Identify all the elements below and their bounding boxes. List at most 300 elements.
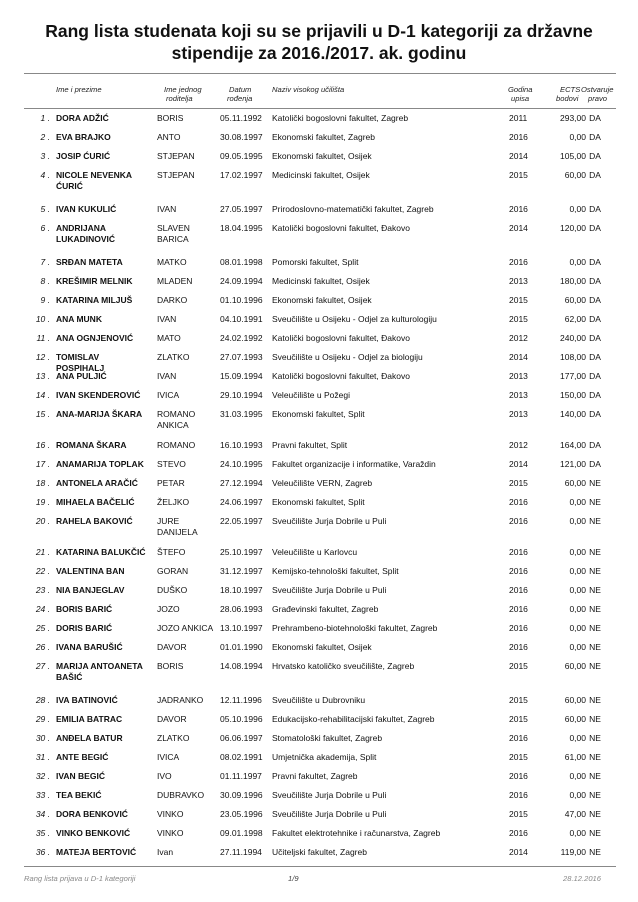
cell-father: PETAR bbox=[157, 478, 185, 488]
table-row bbox=[0, 132, 638, 151]
cell-right: NE bbox=[589, 642, 601, 652]
cell-school: Učiteljski fakultet, Zagreb bbox=[272, 847, 367, 857]
cell-school: Prehrambeno-biotehnološki fakultet, Zagreb bbox=[272, 623, 438, 633]
cell-father: IVAN bbox=[157, 314, 177, 324]
cell-date: 27.07.1993 bbox=[220, 352, 263, 362]
cell-school: Katolički bogoslovni fakultet, Đakovo bbox=[272, 223, 410, 233]
cell-ects: 0,00 bbox=[569, 585, 586, 595]
table-row bbox=[0, 790, 638, 809]
cell-year: 2012 bbox=[509, 333, 528, 343]
cell-right: NE bbox=[589, 714, 601, 724]
cell-idx: 12 . bbox=[35, 352, 50, 362]
cell-idx: 25 . bbox=[35, 623, 50, 633]
cell-school: Sveučilište u Osijeku - Odjel za biologiju bbox=[272, 352, 423, 362]
cell-idx: 28 . bbox=[35, 695, 50, 705]
cell-idx: 8 . bbox=[40, 276, 50, 286]
cell-year: 2016 bbox=[509, 771, 528, 781]
cell-school: Fakultet organizacije i informatike, Varaždin bbox=[272, 459, 436, 469]
cell-year: 2013 bbox=[509, 409, 528, 419]
cell-school: Umjetnička akademija, Split bbox=[272, 752, 377, 762]
cell-year: 2016 bbox=[509, 790, 528, 800]
cell-idx: 18 . bbox=[35, 478, 50, 488]
cell-school: Katolički bogoslovni fakultet, Đakovo bbox=[272, 333, 410, 343]
table-row bbox=[0, 170, 638, 204]
cell-father: Ivan bbox=[157, 847, 174, 857]
cell-date: 31.12.1997 bbox=[220, 566, 263, 576]
cell-ects: 62,00 bbox=[564, 314, 586, 324]
cell-father: IVO bbox=[157, 771, 172, 781]
cell-ects: 177,00 bbox=[560, 371, 586, 381]
cell-right: NE bbox=[589, 497, 601, 507]
cell-name: ANA PULJIĆ bbox=[56, 371, 107, 381]
cell-school: Veleučilište u Požegi bbox=[272, 390, 350, 400]
cell-idx: 15 . bbox=[35, 409, 50, 419]
cell-idx: 2 . bbox=[40, 132, 50, 142]
cell-father: MLADEN bbox=[157, 276, 193, 286]
cell-right: DA bbox=[589, 204, 601, 214]
footer-date: 28.12.2016 bbox=[563, 874, 602, 883]
cell-father: MATO bbox=[157, 333, 181, 343]
cell-school: Fakultet elektrotehnike i računarstva, Zagreb bbox=[272, 828, 441, 838]
table-row bbox=[0, 642, 638, 661]
cell-right: DA bbox=[589, 333, 601, 343]
cell-date: 05.10.1996 bbox=[220, 714, 263, 724]
cell-idx: 35 . bbox=[35, 828, 50, 838]
cell-idx: 10 . bbox=[35, 314, 50, 324]
table-row bbox=[0, 733, 638, 752]
cell-date: 24.09.1994 bbox=[220, 276, 263, 286]
cell-year: 2016 bbox=[509, 497, 528, 507]
cell-idx: 19 . bbox=[35, 497, 50, 507]
cell-name: ANA MUNK bbox=[56, 314, 102, 324]
cell-ects: 60,00 bbox=[564, 695, 586, 705]
cell-date: 01.01.1990 bbox=[220, 642, 263, 652]
cell-father: JURE DANIJELA bbox=[157, 516, 198, 537]
cell-ects: 60,00 bbox=[564, 714, 586, 724]
cell-right: DA bbox=[589, 170, 601, 180]
cell-idx: 22 . bbox=[35, 566, 50, 576]
header-ects-2: bodovi bbox=[556, 94, 579, 103]
page-title bbox=[0, 20, 638, 64]
cell-date: 09.05.1995 bbox=[220, 151, 263, 161]
cell-name: MATEJA BERTOVIĆ bbox=[56, 847, 137, 857]
cell-name: BORIS BARIĆ bbox=[56, 604, 113, 614]
cell-school: Ekonomski fakultet, Osijek bbox=[272, 642, 372, 652]
cell-idx: 13 . bbox=[35, 371, 50, 381]
cell-idx: 29 . bbox=[35, 714, 50, 724]
cell-idx: 3 . bbox=[40, 151, 50, 161]
cell-school: Medicinski fakultet, Osijek bbox=[272, 170, 370, 180]
cell-name: IVAN KUKULIĆ bbox=[56, 204, 117, 214]
table-row bbox=[0, 604, 638, 623]
cell-school: Medicinski fakultet, Osijek bbox=[272, 276, 370, 286]
cell-idx: 27 . bbox=[35, 661, 50, 671]
cell-school: Sveučilište Jurja Dobrile u Puli bbox=[272, 809, 387, 819]
cell-father: SLAVEN BARICA bbox=[157, 223, 190, 244]
cell-school: Kemijsko-tehnološki fakultet, Split bbox=[272, 566, 399, 576]
cell-father: VINKO bbox=[157, 809, 184, 819]
table-row bbox=[0, 809, 638, 828]
cell-school: Sveučilište u Osijeku - Odjel za kulturologiju bbox=[272, 314, 437, 324]
cell-idx: 24 . bbox=[35, 604, 50, 614]
cell-name: DORA BENKOVIĆ bbox=[56, 809, 128, 819]
cell-date: 27.11.1994 bbox=[220, 847, 262, 857]
cell-right: DA bbox=[589, 276, 601, 286]
cell-name: ANA-MARIJA ŠKARA bbox=[56, 409, 143, 419]
table-row bbox=[0, 276, 638, 295]
cell-father: DARKO bbox=[157, 295, 188, 305]
cell-year: 2013 bbox=[509, 276, 528, 286]
cell-right: DA bbox=[589, 223, 601, 233]
header-top-rule bbox=[24, 73, 616, 74]
cell-father: JOZO bbox=[157, 604, 180, 614]
cell-idx: 21 . bbox=[35, 547, 50, 557]
cell-school: Stomatološki fakultet, Zagreb bbox=[272, 733, 383, 743]
cell-idx: 34 . bbox=[35, 809, 50, 819]
table-row bbox=[0, 352, 638, 371]
cell-father: VINKO bbox=[157, 828, 184, 838]
cell-year: 2011 bbox=[509, 113, 528, 123]
cell-right: NE bbox=[589, 547, 601, 557]
cell-right: NE bbox=[589, 516, 601, 526]
cell-date: 24.10.1995 bbox=[220, 459, 263, 469]
cell-school: Ekonomski fakultet, Split bbox=[272, 497, 365, 507]
cell-name: VALENTINA BAN bbox=[56, 566, 125, 576]
header-right-1: Ostvaruje bbox=[581, 85, 614, 94]
cell-year: 2016 bbox=[509, 733, 528, 743]
cell-year: 2014 bbox=[509, 151, 528, 161]
cell-name: MIHAELA BAČELIĆ bbox=[56, 497, 135, 507]
cell-right: DA bbox=[589, 257, 601, 267]
cell-name: DORA ADŽIĆ bbox=[56, 113, 109, 123]
table-row bbox=[0, 314, 638, 333]
cell-right: DA bbox=[589, 295, 601, 305]
footer-title: Rang lista prijava u D-1 kategoriji bbox=[24, 874, 136, 883]
cell-date: 30.09.1996 bbox=[220, 790, 263, 800]
cell-name: ANTONELA ARAČIĆ bbox=[56, 478, 138, 488]
table-row bbox=[0, 223, 638, 257]
table-row bbox=[0, 752, 638, 771]
table-row bbox=[0, 547, 638, 566]
cell-school: Ekonomski fakultet, Split bbox=[272, 409, 365, 419]
cell-idx: 30 . bbox=[35, 733, 50, 743]
cell-father: ANTO bbox=[157, 132, 181, 142]
table-row bbox=[0, 459, 638, 478]
cell-name: ANTE BEGIĆ bbox=[56, 752, 109, 762]
cell-date: 14.08.1994 bbox=[220, 661, 263, 671]
table-header bbox=[0, 79, 638, 107]
cell-idx: 26 . bbox=[35, 642, 50, 652]
table-row bbox=[0, 333, 638, 352]
cell-ects: 0,00 bbox=[569, 604, 586, 614]
cell-date: 06.06.1997 bbox=[220, 733, 263, 743]
cell-idx: 9 . bbox=[40, 295, 50, 305]
table-row bbox=[0, 497, 638, 516]
header-date-2: rođenja bbox=[227, 94, 253, 103]
cell-ects: 0,00 bbox=[569, 516, 586, 526]
cell-date: 08.02.1991 bbox=[220, 752, 263, 762]
table-row bbox=[0, 566, 638, 585]
cell-date: 28.06.1993 bbox=[220, 604, 263, 614]
cell-idx: 11 . bbox=[36, 333, 50, 343]
cell-father: ROMANO ANKICA bbox=[157, 409, 196, 430]
cell-right: DA bbox=[589, 314, 601, 324]
cell-right: NE bbox=[589, 809, 601, 819]
cell-name: RAHELA BAKOVIĆ bbox=[56, 516, 133, 526]
footer-rule bbox=[24, 866, 616, 867]
cell-date: 04.10.1991 bbox=[220, 314, 263, 324]
cell-idx: 5 . bbox=[40, 204, 50, 214]
cell-right: DA bbox=[589, 440, 601, 450]
cell-year: 2015 bbox=[509, 695, 528, 705]
cell-right: NE bbox=[589, 661, 601, 671]
header-father-2: roditelja bbox=[166, 94, 193, 103]
cell-name: MARIJA ANTOANETA BAŠIĆ bbox=[56, 661, 143, 682]
footer-page-number: 1/9 bbox=[288, 874, 299, 883]
cell-ects: 105,00 bbox=[560, 151, 586, 161]
cell-year: 2016 bbox=[509, 566, 528, 576]
cell-idx: 4 . bbox=[40, 170, 50, 180]
cell-ects: 0,00 bbox=[569, 257, 586, 267]
table-row bbox=[0, 371, 638, 390]
cell-right: NE bbox=[589, 566, 601, 576]
cell-date: 09.01.1998 bbox=[220, 828, 263, 838]
cell-name: KATARINA BALUKČIĆ bbox=[56, 547, 146, 557]
cell-year: 2016 bbox=[509, 257, 528, 267]
header-year-2: upisa bbox=[511, 94, 530, 103]
cell-ects: 180,00 bbox=[560, 276, 586, 286]
cell-name: TOMISLAV POSPIHALJ bbox=[56, 352, 105, 373]
cell-right: NE bbox=[589, 790, 601, 800]
cell-name: ROMANA ŠKARA bbox=[56, 440, 127, 450]
cell-school: Sveučilište Jurja Dobrile u Puli bbox=[272, 790, 387, 800]
cell-year: 2015 bbox=[509, 295, 528, 305]
cell-school: Ekonomski fakultet, Osijek bbox=[272, 151, 372, 161]
table-row bbox=[0, 390, 638, 409]
cell-year: 2015 bbox=[509, 661, 528, 671]
cell-ects: 0,00 bbox=[569, 132, 586, 142]
header-school: Naziv visokog učilišta bbox=[272, 85, 345, 94]
table-row bbox=[0, 204, 638, 223]
cell-ects: 0,00 bbox=[569, 642, 586, 652]
table-row bbox=[0, 714, 638, 733]
cell-idx: 31 . bbox=[35, 752, 50, 762]
header-bottom-rule bbox=[24, 108, 616, 109]
cell-right: NE bbox=[589, 585, 601, 595]
cell-father: ŠTEFO bbox=[157, 547, 186, 557]
cell-year: 2016 bbox=[509, 585, 528, 595]
cell-date: 01.10.1996 bbox=[220, 295, 263, 305]
cell-date: 24.06.1997 bbox=[220, 497, 263, 507]
table-row bbox=[0, 771, 638, 790]
cell-year: 2016 bbox=[509, 547, 528, 557]
cell-ects: 120,00 bbox=[560, 223, 586, 233]
cell-name: DORIS BARIĆ bbox=[56, 623, 113, 633]
cell-name: KATARINA MILJUŠ bbox=[56, 295, 133, 305]
cell-ects: 0,00 bbox=[569, 623, 586, 633]
cell-father: ŽELJKO bbox=[157, 497, 190, 507]
table-row bbox=[0, 585, 638, 604]
cell-year: 2015 bbox=[509, 314, 528, 324]
cell-father: JOZO ANKICA bbox=[157, 623, 214, 633]
cell-ects: 0,00 bbox=[569, 497, 586, 507]
cell-school: Edukacijsko-rehabilitacijski fakultet, Zagreb bbox=[272, 714, 435, 724]
cell-year: 2014 bbox=[509, 352, 528, 362]
cell-school: Sveučilište u Dubrovniku bbox=[272, 695, 366, 705]
cell-father: ROMANO bbox=[157, 440, 196, 450]
cell-right: NE bbox=[589, 847, 601, 857]
cell-father: GORAN bbox=[157, 566, 189, 576]
cell-father: BORIS bbox=[157, 113, 184, 123]
cell-ects: 60,00 bbox=[564, 170, 586, 180]
cell-date: 24.02.1992 bbox=[220, 333, 263, 343]
cell-name: IVA BATINOVIĆ bbox=[56, 695, 118, 705]
cell-ects: 60,00 bbox=[564, 661, 586, 671]
cell-school: Hrvatsko katoličko sveučilište, Zagreb bbox=[272, 661, 415, 671]
cell-name: NIA BANJEGLAV bbox=[56, 585, 125, 595]
cell-idx: 7 . bbox=[40, 257, 50, 267]
title-line-1: Rang lista studenata koji su se prijavili u D-1 kategoriji za državne bbox=[45, 21, 593, 41]
cell-date: 30.08.1997 bbox=[220, 132, 263, 142]
cell-year: 2012 bbox=[509, 440, 528, 450]
cell-name: VINKO BENKOVIĆ bbox=[56, 828, 131, 838]
cell-idx: 33 . bbox=[35, 790, 50, 800]
cell-school: Pravni fakultet, Split bbox=[272, 440, 348, 450]
cell-date: 29.10.1994 bbox=[220, 390, 263, 400]
cell-ects: 0,00 bbox=[569, 204, 586, 214]
cell-year: 2016 bbox=[509, 132, 528, 142]
cell-name: EVA BRAJKO bbox=[56, 132, 111, 142]
header-name: Ime i prezime bbox=[56, 85, 102, 94]
table-row bbox=[0, 623, 638, 642]
student-table bbox=[0, 113, 638, 866]
table-row bbox=[0, 478, 638, 497]
cell-name: ANĐELA BATUR bbox=[56, 733, 123, 743]
cell-ects: 293,00 bbox=[560, 113, 586, 123]
cell-idx: 20 . bbox=[35, 516, 50, 526]
cell-right: NE bbox=[589, 771, 601, 781]
cell-date: 27.12.1994 bbox=[220, 478, 263, 488]
cell-father: STJEPAN bbox=[157, 170, 195, 180]
cell-school: Katolički bogoslovni fakultet, Đakovo bbox=[272, 371, 410, 381]
cell-ects: 60,00 bbox=[564, 478, 586, 488]
cell-idx: 1 . bbox=[40, 113, 50, 123]
cell-idx: 36 . bbox=[35, 847, 50, 857]
header-date-1: Datum bbox=[229, 85, 252, 94]
table-row bbox=[0, 847, 638, 866]
header-father-1: Ime jednog bbox=[164, 85, 202, 94]
cell-ects: 119,00 bbox=[560, 847, 586, 857]
cell-date: 08.01.1998 bbox=[220, 257, 263, 267]
cell-ects: 0,00 bbox=[569, 566, 586, 576]
cell-date: 01.11.1997 bbox=[220, 771, 262, 781]
cell-date: 13.10.1997 bbox=[220, 623, 263, 633]
header-ects-1: ECTS bbox=[560, 85, 581, 94]
cell-year: 2016 bbox=[509, 516, 528, 526]
table-row bbox=[0, 151, 638, 170]
cell-year: 2016 bbox=[509, 204, 528, 214]
cell-right: DA bbox=[589, 459, 601, 469]
cell-right: NE bbox=[589, 604, 601, 614]
cell-idx: 14 . bbox=[35, 390, 50, 400]
cell-right: NE bbox=[589, 733, 601, 743]
cell-father: ZLATKO bbox=[157, 733, 190, 743]
cell-ects: 240,00 bbox=[560, 333, 586, 343]
cell-father: IVICA bbox=[157, 752, 180, 762]
cell-date: 22.05.1997 bbox=[220, 516, 263, 526]
table-row bbox=[0, 516, 638, 547]
cell-year: 2016 bbox=[509, 604, 528, 614]
cell-school: Građevinski fakultet, Zagreb bbox=[272, 604, 379, 614]
cell-right: DA bbox=[589, 352, 601, 362]
cell-right: NE bbox=[589, 828, 601, 838]
cell-school: Ekonomski fakultet, Osijek bbox=[272, 295, 372, 305]
table-row bbox=[0, 295, 638, 314]
cell-school: Veleučilište u Karlovcu bbox=[272, 547, 358, 557]
cell-date: 05.11.1992 bbox=[220, 113, 262, 123]
cell-ects: 60,00 bbox=[564, 295, 586, 305]
cell-name: IVAN SKENDEROVIĆ bbox=[56, 390, 141, 400]
cell-date: 12.11.1996 bbox=[220, 695, 262, 705]
cell-right: DA bbox=[589, 409, 601, 419]
cell-date: 16.10.1993 bbox=[220, 440, 263, 450]
cell-father: ZLATKO bbox=[157, 352, 190, 362]
cell-date: 18.04.1995 bbox=[220, 223, 263, 233]
cell-ects: 47,00 bbox=[564, 809, 586, 819]
cell-ects: 0,00 bbox=[569, 790, 586, 800]
cell-idx: 16 . bbox=[35, 440, 50, 450]
cell-right: DA bbox=[589, 371, 601, 381]
cell-date: 15.09.1994 bbox=[220, 371, 263, 381]
cell-year: 2013 bbox=[509, 371, 528, 381]
cell-name: ANDRIJANA LUKADINOVIĆ bbox=[56, 223, 116, 244]
cell-name: TEA BEKIĆ bbox=[56, 790, 102, 800]
cell-name: ANA OGNJENOVIĆ bbox=[56, 333, 134, 343]
header-right-2: pravo bbox=[588, 94, 607, 103]
cell-ects: 61,00 bbox=[564, 752, 586, 762]
cell-year: 2016 bbox=[509, 642, 528, 652]
table-row bbox=[0, 409, 638, 440]
cell-school: Pravni fakultet, Zagreb bbox=[272, 771, 358, 781]
cell-year: 2015 bbox=[509, 714, 528, 724]
cell-father: JADRANKO bbox=[157, 695, 204, 705]
cell-school: Pomorski fakultet, Split bbox=[272, 257, 359, 267]
table-row bbox=[0, 828, 638, 847]
cell-father: IVAN bbox=[157, 204, 177, 214]
cell-year: 2014 bbox=[509, 459, 528, 469]
cell-year: 2014 bbox=[509, 223, 528, 233]
cell-name: KREŠIMIR MELNIK bbox=[56, 276, 133, 286]
cell-ects: 0,00 bbox=[569, 828, 586, 838]
cell-year: 2015 bbox=[509, 809, 528, 819]
cell-right: DA bbox=[589, 113, 601, 123]
cell-name: IVAN BEGIĆ bbox=[56, 771, 105, 781]
table-row bbox=[0, 661, 638, 695]
cell-idx: 32 . bbox=[35, 771, 50, 781]
cell-father: BORIS bbox=[157, 661, 184, 671]
cell-name: IVANA BARUŠIĆ bbox=[56, 642, 123, 652]
cell-name: SRĐAN MATETA bbox=[56, 257, 123, 267]
cell-ects: 164,00 bbox=[560, 440, 586, 450]
cell-ects: 108,00 bbox=[560, 352, 586, 362]
cell-father: DAVOR bbox=[157, 642, 187, 652]
header-year-1: Godina bbox=[508, 85, 533, 94]
cell-year: 2013 bbox=[509, 390, 528, 400]
cell-school: Katolički bogoslovni fakultet, Zagreb bbox=[272, 113, 409, 123]
cell-ects: 140,00 bbox=[560, 409, 586, 419]
cell-right: NE bbox=[589, 623, 601, 633]
cell-year: 2015 bbox=[509, 752, 528, 762]
